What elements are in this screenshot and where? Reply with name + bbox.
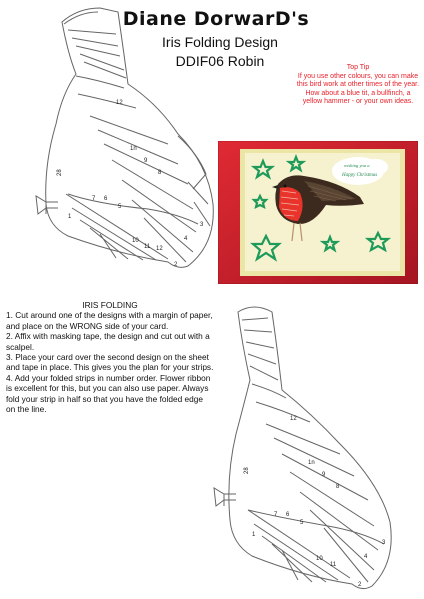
pattern-number: 7 <box>92 196 96 202</box>
top-tip <box>296 64 420 107</box>
pattern-number: 8 <box>158 170 162 176</box>
pattern-number: 6 <box>286 512 290 518</box>
robin-pattern-top <box>28 4 218 274</box>
pattern-number: 12 <box>156 246 163 252</box>
pattern-number: 9 <box>144 158 148 164</box>
top-tip-heading: Top Tip <box>346 64 370 71</box>
pattern-number: 7 <box>274 512 278 518</box>
pattern-number: 4 <box>364 554 368 560</box>
robin-pattern-bottom <box>212 304 402 594</box>
pattern-number: 10 <box>132 238 139 244</box>
pattern-number: 5 <box>300 520 304 526</box>
pattern-number: 3 <box>200 222 204 228</box>
design-code: DDIF06 Robin <box>175 53 265 69</box>
pattern-number: 8 <box>336 484 340 490</box>
pattern-number: 11 <box>144 244 151 250</box>
pattern-number: 2 <box>174 262 178 268</box>
pattern-number: 4 <box>184 236 188 242</box>
pattern-number: 1 <box>252 532 256 538</box>
pattern-number: 5 <box>118 204 122 210</box>
pattern-number: 3 <box>382 540 386 546</box>
greeting-line-1: wishing you a <box>344 163 370 168</box>
pattern-number: 28 <box>57 169 63 176</box>
pattern-number: 1n <box>308 460 315 466</box>
pattern-number: 2 <box>358 582 362 588</box>
instructions <box>6 300 214 414</box>
instruction-step: 2. Affix with masking tape, the design and cut out with a scalpel. <box>6 331 210 352</box>
instruction-step: 4. Add your folded strips in number order. Flower ribbon is excellent for this, but you can also use paper. Always fold your strip in half so that you have the folded edge on the line. <box>6 372 211 415</box>
pattern-number: 12 <box>116 100 123 106</box>
pattern-number: 11 <box>330 562 337 568</box>
pattern-number: 9 <box>322 472 326 478</box>
brand-title: Diane DorwarD's <box>122 8 310 30</box>
instruction-step: 1. Cut around one of the designs with a margin of paper, and place on the WRONG side of your card. <box>6 310 213 331</box>
instruction-step: 3. Place your card over the second design on the sheet and tape in place. This gives you the plan for your strips. <box>6 352 214 373</box>
design-subtitle: Iris Folding Design <box>162 34 278 50</box>
pattern-number: 28 <box>244 467 250 474</box>
instructions-heading: IRIS FOLDING <box>82 300 138 310</box>
pattern-number: 1 <box>68 214 72 220</box>
pattern-number: 10 <box>316 556 323 562</box>
pattern-number: 12 <box>290 416 297 422</box>
top-tip-text: If you use other colours, you can make this bird work at other times of the year. How about a blue tit, a bullfinch, a yellow hammer - or your own ideas. <box>296 72 420 106</box>
pattern-number: 6 <box>104 196 108 202</box>
sample-card-photo <box>218 141 418 284</box>
greeting-line-2: Happy Christmas <box>342 173 378 178</box>
pattern-number: 1n <box>130 146 137 152</box>
